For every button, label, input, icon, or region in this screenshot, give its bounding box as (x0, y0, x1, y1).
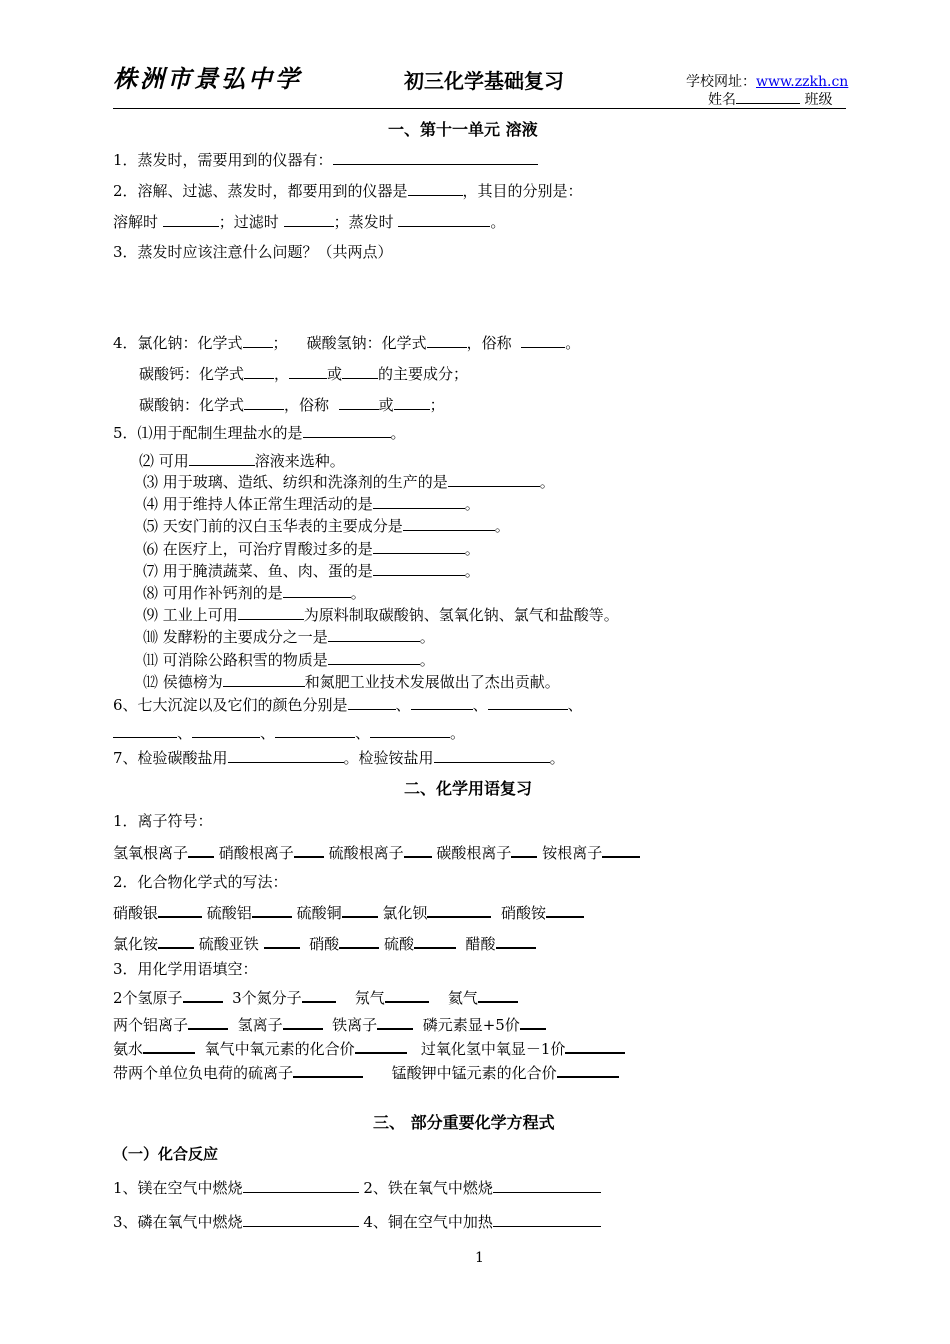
q5-item-text: ⑼ 工业上可用 (143, 606, 238, 624)
s1-q1: 1．蒸发时，需要用到的仪器有： (113, 150, 538, 170)
blank[interactable] (408, 181, 463, 196)
s1-q5-item (143, 516, 510, 536)
s1-q5-item (143, 605, 619, 625)
s3-subtitle: （一）化合反应 (113, 1145, 219, 1163)
blank[interactable] (158, 902, 202, 918)
blank[interactable] (328, 650, 420, 665)
blank[interactable] (188, 1014, 228, 1030)
blank[interactable] (244, 364, 274, 379)
blank[interactable] (302, 987, 336, 1003)
s1-q4-line1: 4．氯化钠：化学式 ； 碳酸氢钠：化学式 ，俗称 。 (113, 334, 581, 352)
blank[interactable] (348, 695, 396, 710)
s1-q4-line3: 碳酸钠：化学式 ，俗称 或 ； (139, 396, 445, 414)
blank[interactable] (520, 1014, 546, 1030)
blank[interactable] (333, 150, 538, 165)
s1-q5-item (143, 494, 480, 514)
blank[interactable] (113, 723, 177, 738)
blank[interactable] (339, 395, 379, 410)
school-logo: 株洲市景弘中学 (113, 64, 302, 93)
page-number: 1 (475, 1250, 484, 1266)
blank[interactable] (404, 842, 432, 858)
name-label: 姓名 (708, 92, 736, 108)
blank[interactable] (373, 561, 465, 576)
blank[interactable] (602, 842, 640, 858)
blank[interactable] (521, 333, 565, 348)
blank[interactable] (370, 723, 450, 738)
section-3-title: 三、 部分重要化学方程式 (373, 1113, 555, 1132)
s1-q5-item (143, 627, 435, 647)
q5-item-suffix: 。 (539, 473, 555, 491)
blank[interactable] (377, 1014, 413, 1030)
blank[interactable] (228, 748, 344, 763)
s1-q2-detail: 溶解时 ；过滤时 ；蒸发时 。 (113, 213, 506, 231)
blank[interactable] (243, 333, 273, 348)
s1-q6-line2: 、 、 、 。 (113, 723, 465, 743)
q5-item-suffix: 溶液来选种。 (254, 452, 345, 470)
section-2-title: 二、化学用语复习 (404, 779, 533, 798)
blank[interactable] (183, 987, 223, 1003)
blank[interactable] (189, 451, 255, 466)
blank[interactable] (342, 364, 378, 379)
q5-item-suffix: 为原料制取碳酸钠、氢氧化钠、氯气和盐酸等。 (303, 606, 619, 624)
blank[interactable] (163, 212, 219, 227)
blank[interactable] (283, 583, 351, 598)
blank[interactable] (398, 212, 490, 227)
blank[interactable] (403, 516, 495, 531)
s1-q5-item (143, 583, 366, 603)
blank[interactable] (192, 723, 260, 738)
s2-ions: 氢氧根离子 硝酸根离子 硫酸根离子 碳酸根离子 铵根离子 (113, 842, 640, 863)
website-link[interactable]: www.zzkh.cn (756, 74, 849, 90)
blank[interactable] (434, 748, 550, 763)
s1-q5-item (113, 423, 406, 443)
s2-q1: 1．离子符号： (113, 812, 213, 830)
q5-item-suffix: 。 (350, 584, 366, 602)
s1-q5-item (143, 561, 480, 581)
q5-item-text: ⑷ 用于维持人体正常生理活动的是 (143, 495, 373, 513)
blank[interactable] (546, 902, 584, 918)
q5-item-suffix: 。 (390, 424, 406, 442)
blank[interactable] (427, 902, 491, 918)
blank[interactable] (339, 933, 379, 949)
blank[interactable] (493, 1178, 601, 1193)
q5-item-text: ⑾ 可消除公路积雪的物质是 (143, 651, 328, 669)
page-title: 初三化学基础复习 (404, 69, 564, 93)
q5-item-suffix: 。 (494, 517, 510, 535)
s1-q5-item (143, 539, 480, 559)
s2-q2: 2．化合物化学式的写法： (113, 873, 288, 891)
q5-item-suffix: 。 (464, 540, 480, 558)
blank[interactable] (394, 395, 430, 410)
blank[interactable] (448, 472, 540, 487)
s2-fill-row2: 两个铝离子 氢离子 铁离子 磷元素显+5价 (113, 1014, 546, 1035)
blank[interactable] (373, 494, 465, 509)
blank[interactable] (289, 364, 327, 379)
q5-item-suffix: 。 (464, 562, 480, 580)
blank[interactable] (223, 672, 305, 687)
blank[interactable] (385, 987, 429, 1003)
s1-q2: 2．溶解、过滤、蒸发时，都要用到的仪器是 ，其目的分别是： (113, 182, 583, 200)
blank[interactable] (411, 695, 473, 710)
blank[interactable] (328, 627, 420, 642)
blank[interactable] (244, 395, 284, 410)
s2-formula-row1: 硝酸银 硫酸铝 硫酸铜 氯化钡 硝酸铵 (113, 902, 584, 923)
q5-item-text: ⑵ 可用 (139, 452, 189, 470)
q5-item-suffix: 。 (464, 495, 480, 513)
blank[interactable] (294, 842, 324, 858)
website-label: 学校网址： (686, 74, 756, 90)
blank[interactable] (427, 333, 467, 348)
class-label: 班级 (804, 92, 833, 108)
s1-q7: 7、检验碳酸盐用 。检验铵盐用 。 (113, 749, 565, 767)
s1-q4-line2: 碳酸钙：化学式 ， 或 的主要成分； (139, 365, 469, 383)
q5-item-text: ⑶ 用于玻璃、造纸、纺织和洗涤剂的生产的是 (143, 473, 448, 491)
s1-q5-item (139, 451, 345, 471)
s1-q5-item (143, 672, 560, 692)
blank[interactable] (284, 212, 334, 227)
q5-item-text: ⑻ 可用作补钙剂的是 (143, 584, 283, 602)
q5-item-text: ⑺ 用于腌渍蔬菜、鱼、肉、蛋的是 (143, 562, 373, 580)
blank[interactable] (188, 842, 214, 858)
q5-item-text: 5．⑴用于配制生理盐水的是 (113, 424, 303, 442)
blank[interactable] (238, 605, 304, 620)
blank[interactable] (511, 842, 537, 858)
blank[interactable] (283, 1014, 323, 1030)
blank[interactable] (373, 539, 465, 554)
s1-q5-item (143, 472, 555, 492)
q5-item-suffix: 。 (419, 628, 435, 646)
blank[interactable] (303, 423, 391, 438)
blank[interactable] (158, 933, 194, 949)
blank[interactable] (493, 1212, 601, 1227)
blank[interactable] (355, 1038, 407, 1054)
blank[interactable] (478, 987, 518, 1003)
q5-item-suffix: 和氮肥工业技术发展做出了杰出贡献。 (304, 673, 560, 691)
s2-formula-row2: 氯化铵 硫酸亚铁 硝酸 硫酸 醋酸 (113, 933, 536, 954)
header-rule (113, 108, 846, 109)
blank[interactable] (414, 933, 456, 949)
blank[interactable] (565, 1038, 625, 1054)
name-class-line (708, 89, 832, 110)
s2-q3: 3．用化学用语填空： (113, 960, 258, 978)
blank[interactable] (243, 1178, 359, 1193)
blank[interactable] (496, 933, 536, 949)
s2-fill-row1: 2个氢原子 3个氮分子 氖气 氦气 (113, 987, 518, 1008)
name-blank[interactable] (736, 89, 800, 104)
s1-q5-item (143, 650, 435, 670)
s3-eq-row1: 1、镁在空气中燃烧 2、铁在氧气中燃烧 (113, 1178, 601, 1198)
q5-item-suffix: 。 (419, 651, 435, 669)
q5-item-text: ⑿ 侯德榜为 (143, 673, 223, 691)
blank[interactable] (264, 933, 300, 949)
q5-item-text: ⑸ 天安门前的汉白玉华表的主要成分是 (143, 517, 403, 535)
blank[interactable] (275, 723, 355, 738)
blank[interactable] (488, 695, 568, 710)
q5-item-text: ⑹ 在医疗上，可治疗胃酸过多的是 (143, 540, 373, 558)
blank[interactable] (243, 1212, 359, 1227)
blank[interactable] (557, 1062, 619, 1078)
s2-fill-row4: 带两个单位负电荷的硫离子 锰酸钾中锰元素的化合价 (113, 1062, 619, 1083)
s3-eq-row2: 3、磷在氧气中燃烧 4、铜在空气中加热 (113, 1212, 601, 1232)
s1-q6-line1: 6、七大沉淀以及它们的颜色分别是 、 、 、 (113, 696, 583, 714)
blank[interactable] (252, 902, 292, 918)
blank[interactable] (293, 1062, 363, 1078)
s2-fill-row3: 氨水 氧气中氧元素的化合价 过氧化氢中氧显－1价 (113, 1038, 625, 1059)
blank[interactable] (342, 902, 378, 918)
s1-q3: 3．蒸发时应该注意什么问题？（共两点） (113, 243, 393, 261)
section-1-title: 一、第十一单元 溶液 (388, 120, 538, 139)
q5-item-text: ⑽ 发酵粉的主要成分之一是 (143, 628, 328, 646)
blank[interactable] (143, 1038, 195, 1054)
